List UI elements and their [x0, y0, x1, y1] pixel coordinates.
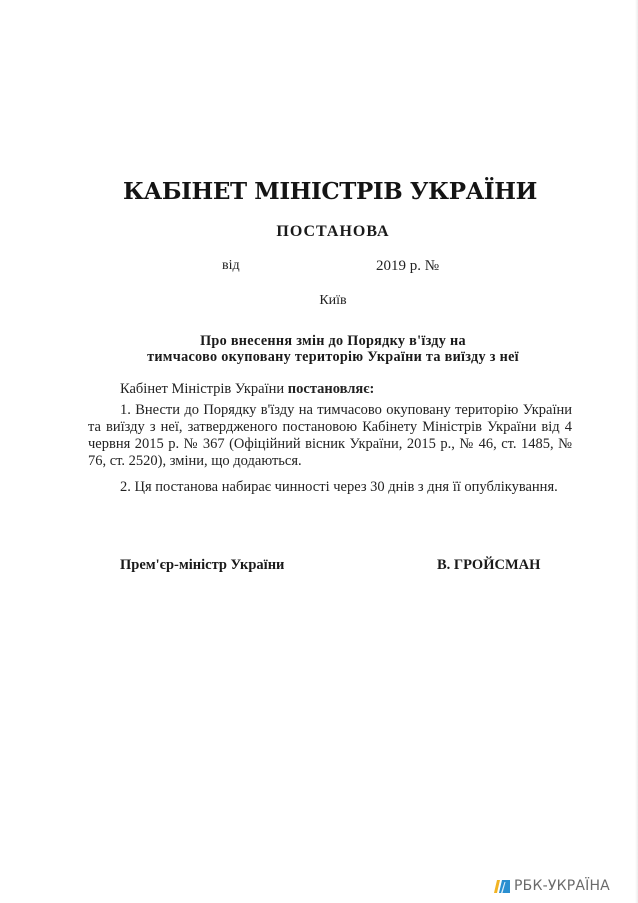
- organization-title: КАБІНЕТ МІНІСТРІВ УКРАЇНИ: [123, 178, 537, 205]
- resolution-item-1: 1. Внести до Порядку в'їзду на тимчасово окуповану територію України та виїзду з неї, затвердженого постановою Кабінету Міністрів України від 4 червня 2015 р. № 367 (Офіційний вісник України, 2015 р., № 46, ст. 1485, № 76, ст. 2520), зміни, що додаються.: [88, 402, 572, 469]
- watermark-text: РБК-УКРАЇНА: [514, 878, 610, 894]
- city: Київ: [319, 293, 347, 308]
- rbc-logo-icon: [494, 880, 510, 893]
- resolution-item-2: 2. Ця постанова набирає чинності через 30 днів з дня її опублікування.: [120, 479, 558, 495]
- subject-line-1: Про внесення змін до Порядку в'їзду на: [200, 333, 466, 349]
- document-type: ПОСТАНОВА: [276, 223, 390, 240]
- watermark: [494, 878, 610, 894]
- resolution-intro: [88, 381, 572, 398]
- intro-text: Кабінет Міністрів України: [120, 381, 288, 397]
- subject-line-2: тимчасово окуповану територію України та виїзду з неї: [147, 349, 519, 365]
- date-prefix: від: [222, 258, 240, 273]
- document-subject: [0, 333, 638, 365]
- signature-position: Прем'єр-міністр України: [120, 557, 285, 573]
- intro-bold: постановляє:: [287, 381, 375, 397]
- signature-name: В. ГРОЙСМАН: [437, 557, 541, 573]
- date-year-number: 2019 р. №: [376, 258, 440, 274]
